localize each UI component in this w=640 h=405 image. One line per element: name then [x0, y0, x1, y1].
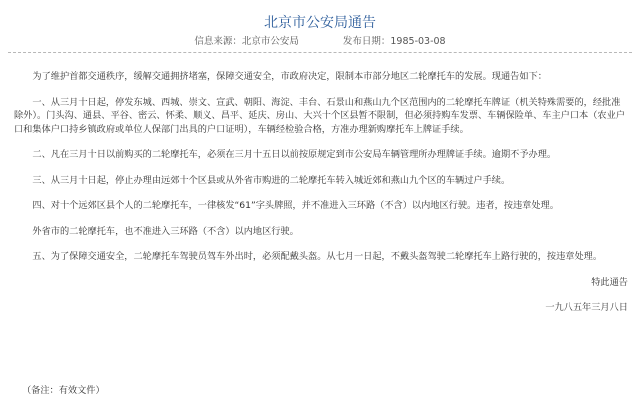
- document-note: （备注：有效文件）: [22, 385, 105, 396]
- source-label: 信息来源：北京市公安局: [194, 36, 299, 47]
- intro-paragraph: 为了维护首都交通秩序，缓解交通拥挤堵塞，保障交通安全，市政府决定，限制本市部分地区二轮摩托车的发展。现通告如下：: [32, 71, 547, 82]
- closing-text: 特此通告: [591, 276, 628, 288]
- title-divider: [8, 52, 632, 53]
- signature-date: 一九八五年三月八日: [545, 302, 628, 313]
- clause-4-supplement-paragraph: 外省市的二轮摩托车，也不准进入三环路（不含）以内地区行驶。: [32, 225, 299, 237]
- page-title: 北京市公安局通告: [264, 15, 376, 31]
- clause-4-paragraph: 四、对十个远郊区县个人的二轮摩托车，一律核发“61”字头牌照，并不准进入三环路（不含）以内地区行驶。违者，按违章处理。: [32, 200, 559, 211]
- document-body: [14, 70, 628, 327]
- clause-5-paragraph: 五、为了保障交通安全，二轮摩托车驾驶员驾车外出时，必须配戴头盔。从七月一日起，不戴头盔驾驶二轮摩托车上路行驶的，按违章处理。: [32, 251, 603, 262]
- clause-3-paragraph: 三、从三月十日起，停止办理由远郊十个区县或从外省市购进的二轮摩托车转入城近郊和燕山九个区的车辆过户手续。: [32, 174, 511, 186]
- clause-1-paragraph: 一、从三月十日起，停发东城、西城、崇文、宣武、朝阳、海淀、丰台、石景山和燕山九个区范围内的二轮摩托车牌证（机关特殊需要的，经批准除外）。门头沟、通县、平谷、密云、怀柔、顺义、昌平、延庆、房山、大兴十个区县暂不限制，但必须持购车发票、车辆保险单、车主户口本（农业户口和集体户口持乡镇政府或单位人保部门出具的户口证明），车辆经检验合格，方准办理新购摩托车上牌证手续。: [14, 96, 625, 135]
- clause-2-paragraph: 二、凡在三月十日以前购买的二轮摩托车，必须在三月十五日以前按原规定到市公安局车辆管理所办理牌证手续。逾期不予办理。: [32, 149, 557, 160]
- meta-line: [0, 33, 640, 47]
- publish-date: 发布日期：1985-03-08: [342, 36, 446, 47]
